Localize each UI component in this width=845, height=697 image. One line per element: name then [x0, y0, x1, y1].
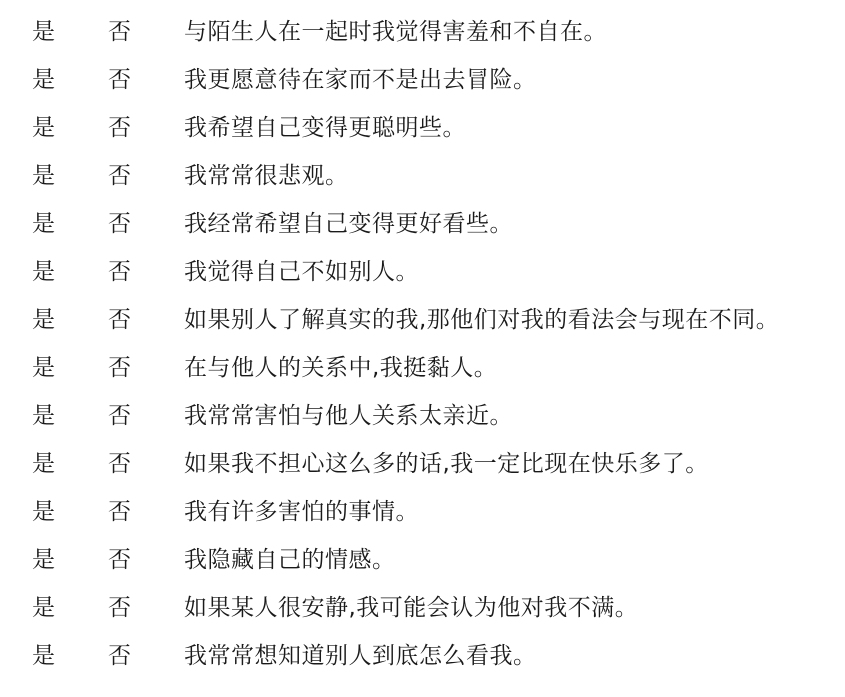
question-row [0, 104, 845, 152]
no-option[interactable]: 否 [108, 547, 131, 573]
no-option[interactable]: 否 [108, 19, 131, 45]
question-text: 我更愿意待在家而不是出去冒险。 [184, 67, 537, 93]
question-text: 如果某人很安静,我可能会认为他对我不满。 [184, 595, 639, 621]
no-option[interactable]: 否 [108, 403, 131, 429]
yes-option[interactable]: 是 [32, 643, 55, 669]
question-text: 我有许多害怕的事情。 [184, 499, 419, 525]
yes-option[interactable]: 是 [32, 499, 55, 525]
yes-option[interactable]: 是 [32, 259, 55, 285]
question-text: 如果别人了解真实的我,那他们对我的看法会与现在不同。 [184, 307, 780, 333]
no-option[interactable]: 否 [108, 67, 131, 93]
no-option[interactable]: 否 [108, 163, 131, 189]
question-text: 我经常希望自己变得更好看些。 [184, 211, 513, 237]
question-row [0, 56, 845, 104]
yes-option[interactable]: 是 [32, 67, 55, 93]
no-option[interactable]: 否 [108, 499, 131, 525]
question-text: 我希望自己变得更聪明些。 [184, 115, 466, 141]
no-option[interactable]: 否 [108, 211, 131, 237]
yes-option[interactable]: 是 [32, 115, 55, 141]
question-row [0, 632, 845, 680]
question-row [0, 344, 845, 392]
question-row [0, 488, 845, 536]
question-text: 与陌生人在一起时我觉得害羞和不自在。 [184, 19, 607, 45]
yes-option[interactable]: 是 [32, 163, 55, 189]
no-option[interactable]: 否 [108, 259, 131, 285]
no-option[interactable]: 否 [108, 643, 131, 669]
no-option[interactable]: 否 [108, 355, 131, 381]
question-row [0, 296, 845, 344]
question-row [0, 536, 845, 584]
yes-option[interactable]: 是 [32, 547, 55, 573]
yes-option[interactable]: 是 [32, 595, 55, 621]
question-text: 我常常害怕与他人关系太亲近。 [184, 403, 513, 429]
yes-option[interactable]: 是 [32, 307, 55, 333]
no-option[interactable]: 否 [108, 451, 131, 477]
question-row [0, 584, 845, 632]
no-option[interactable]: 否 [108, 307, 131, 333]
question-text: 在与他人的关系中,我挺黏人。 [184, 355, 498, 381]
question-row [0, 8, 845, 56]
question-row [0, 440, 845, 488]
question-text: 如果我不担心这么多的话,我一定比现在快乐多了。 [184, 451, 709, 477]
yes-option[interactable]: 是 [32, 403, 55, 429]
question-row [0, 248, 845, 296]
yes-option[interactable]: 是 [32, 451, 55, 477]
no-option[interactable]: 否 [108, 595, 131, 621]
yes-option[interactable]: 是 [32, 19, 55, 45]
question-text: 我隐藏自己的情感。 [184, 547, 396, 573]
question-text: 我觉得自己不如别人。 [184, 259, 419, 285]
yes-option[interactable]: 是 [32, 211, 55, 237]
question-row [0, 152, 845, 200]
no-option[interactable]: 否 [108, 115, 131, 141]
question-text: 我常常想知道别人到底怎么看我。 [184, 643, 537, 669]
question-row [0, 200, 845, 248]
question-text: 我常常很悲观。 [184, 163, 349, 189]
question-row [0, 392, 845, 440]
yes-option[interactable]: 是 [32, 355, 55, 381]
